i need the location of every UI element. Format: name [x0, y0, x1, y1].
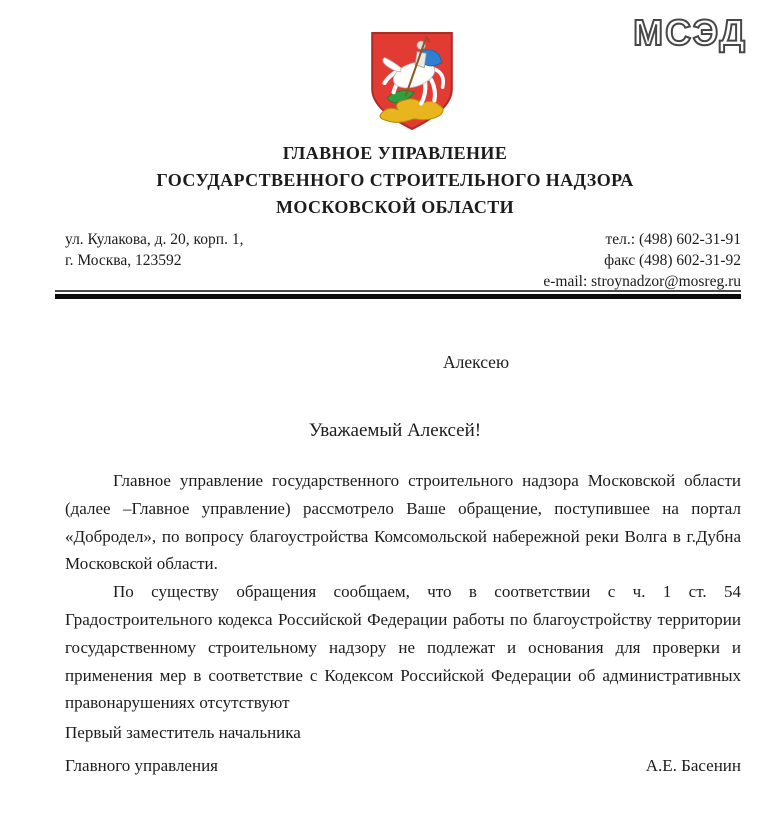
paragraph-1: Главное управление государственного строительного надзора Московской области (далее –Главное управление) рассмотрело Ваше обращение, поступившее на портал «Добродел», по вопросу благоустройства Комсомольской набережной реки Волга в г.Дубна Московской области. [65, 471, 741, 574]
signature-block [65, 716, 741, 782]
address-line2: г. Москва, 123592 [65, 252, 182, 269]
signer-position-line2: Главного управления [65, 756, 218, 775]
postal-address [65, 229, 243, 292]
org-name-line3: МОСКОВСКОЙ ОБЛАСТИ [275, 197, 515, 217]
msed-watermark: МСЭД [633, 12, 747, 53]
divider-thin-line [55, 290, 741, 292]
contacts-block [65, 229, 741, 292]
address-line1: ул. Кулакова, д. 20, корп. 1, [65, 231, 244, 248]
moscow-oblast-coat-of-arms-icon [367, 30, 457, 132]
organization-name [30, 140, 760, 221]
letter-body [65, 467, 741, 717]
phone-line: тел.: (498) 602-31-91 [605, 231, 741, 248]
paragraph-2: По существу обращения сообщаем, что в соответствии с ч. 1 ст. 54 Градостроительного кодекса Российской Федерации работы по благоустройству территории государственному строительному надзору не подлежат и основания для проверки и применения мер в соответствие с Кодексом Российской Федерации об административных правонарушениях отсутствуют [65, 582, 741, 713]
divider-thick-line [55, 294, 741, 299]
header-divider [55, 290, 741, 299]
fax-line: факс (498) 602-31-92 [604, 252, 741, 269]
addressee: Алексею [443, 352, 510, 372]
email-line: e-mail: stroynadzor@mosreg.ru [543, 273, 741, 290]
salutation: Уважаемый Алексей! [308, 420, 482, 441]
signer-position-line1: Первый заместитель начальника [65, 723, 301, 742]
phone-fax-email [543, 229, 741, 292]
org-name-line2: ГОСУДАРСТВЕННОГО СТРОИТЕЛЬНОГО НАДЗОРА [156, 170, 634, 190]
signer-name: А.Е. Басенин [645, 756, 741, 775]
org-name-line1: ГЛАВНОЕ УПРАВЛЕНИЕ [282, 143, 508, 163]
